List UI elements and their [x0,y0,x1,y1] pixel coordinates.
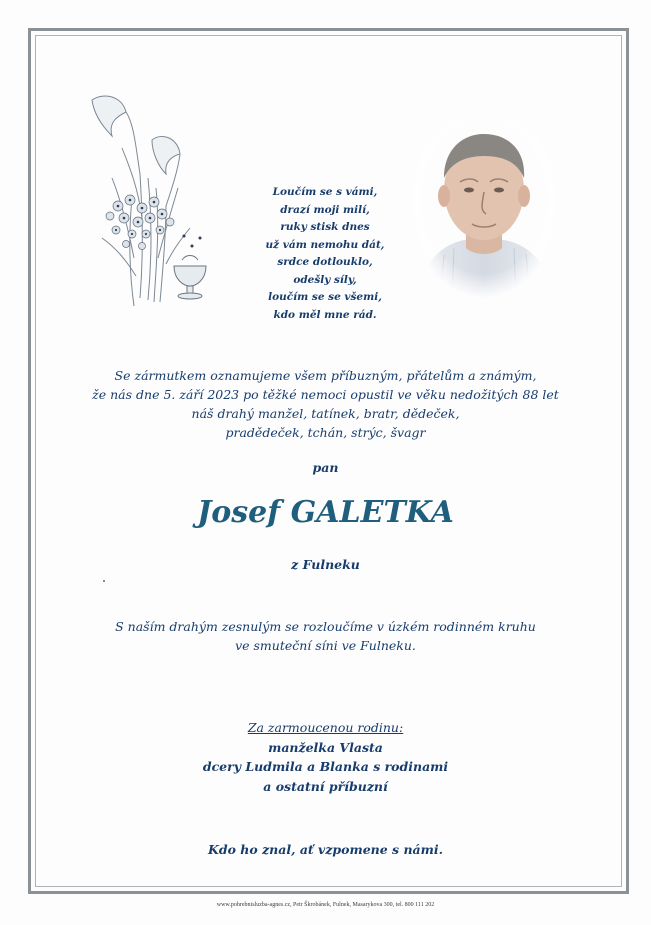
origin-town: z Fulneku [291,557,360,572]
farewell-poem [225,184,425,324]
poem-line: kdo měl mne rád. [273,308,377,321]
poem-line: loučím se se všemi, [268,291,382,303]
announcement-line: náš drahý manžel, tatínek, bratr, dědeček, [191,406,460,421]
family-heading: Za zarmoucenou rodinu: [247,720,404,735]
family-member: a ostatní příbuzní [263,778,388,794]
deceased-name: Josef GALETKA [197,495,454,530]
poem-line: Loučím se s vámi, [272,186,378,198]
announcement-line: pradědeček, tchán, strýc, švagr [225,425,426,440]
announcement-line: Se zármutkem oznamujeme všem příbuzným, přátelům a známým, [114,368,537,383]
farewell-ceremony-info [60,617,591,655]
death-announcement [60,366,591,442]
farewell-line: ve smuteční síni ve Fulneku. [235,638,416,653]
closing-line: Kdo ho znal, ať vzpomene s námi. [208,842,443,857]
poem-line: srdce dotlouklo, [277,256,373,268]
flower-vase-illustration [82,88,222,313]
deceased-portrait-photo [414,120,554,298]
poem-line: už vám nemohu dát, [265,238,385,251]
mourning-family [60,718,591,796]
announcement-line: že nás dne 5. září 2023 po těžké nemoci opustil ve věku nedožitých 88 let [92,387,559,402]
family-member: manželka Vlasta [268,739,383,755]
funeral-service-footer: www.pohrebnisluzba-agnes.cz, Petr Škrobánek, Fulnek, Masarykova 300, tel. 800 111 202 [216,902,435,908]
stray-dot [103,580,105,582]
farewell-line: S naším drahým zesnulým se rozloučíme v úzkém rodinném kruhu [115,619,536,634]
poem-line: drazí moji milí, [280,203,370,216]
title-prefix: pan [312,460,339,475]
family-member: dcery Ludmila a Blanka s rodinami [202,759,449,774]
poem-line: odešly síly, [293,273,357,286]
poem-line: ruky stisk dnes [280,221,370,233]
